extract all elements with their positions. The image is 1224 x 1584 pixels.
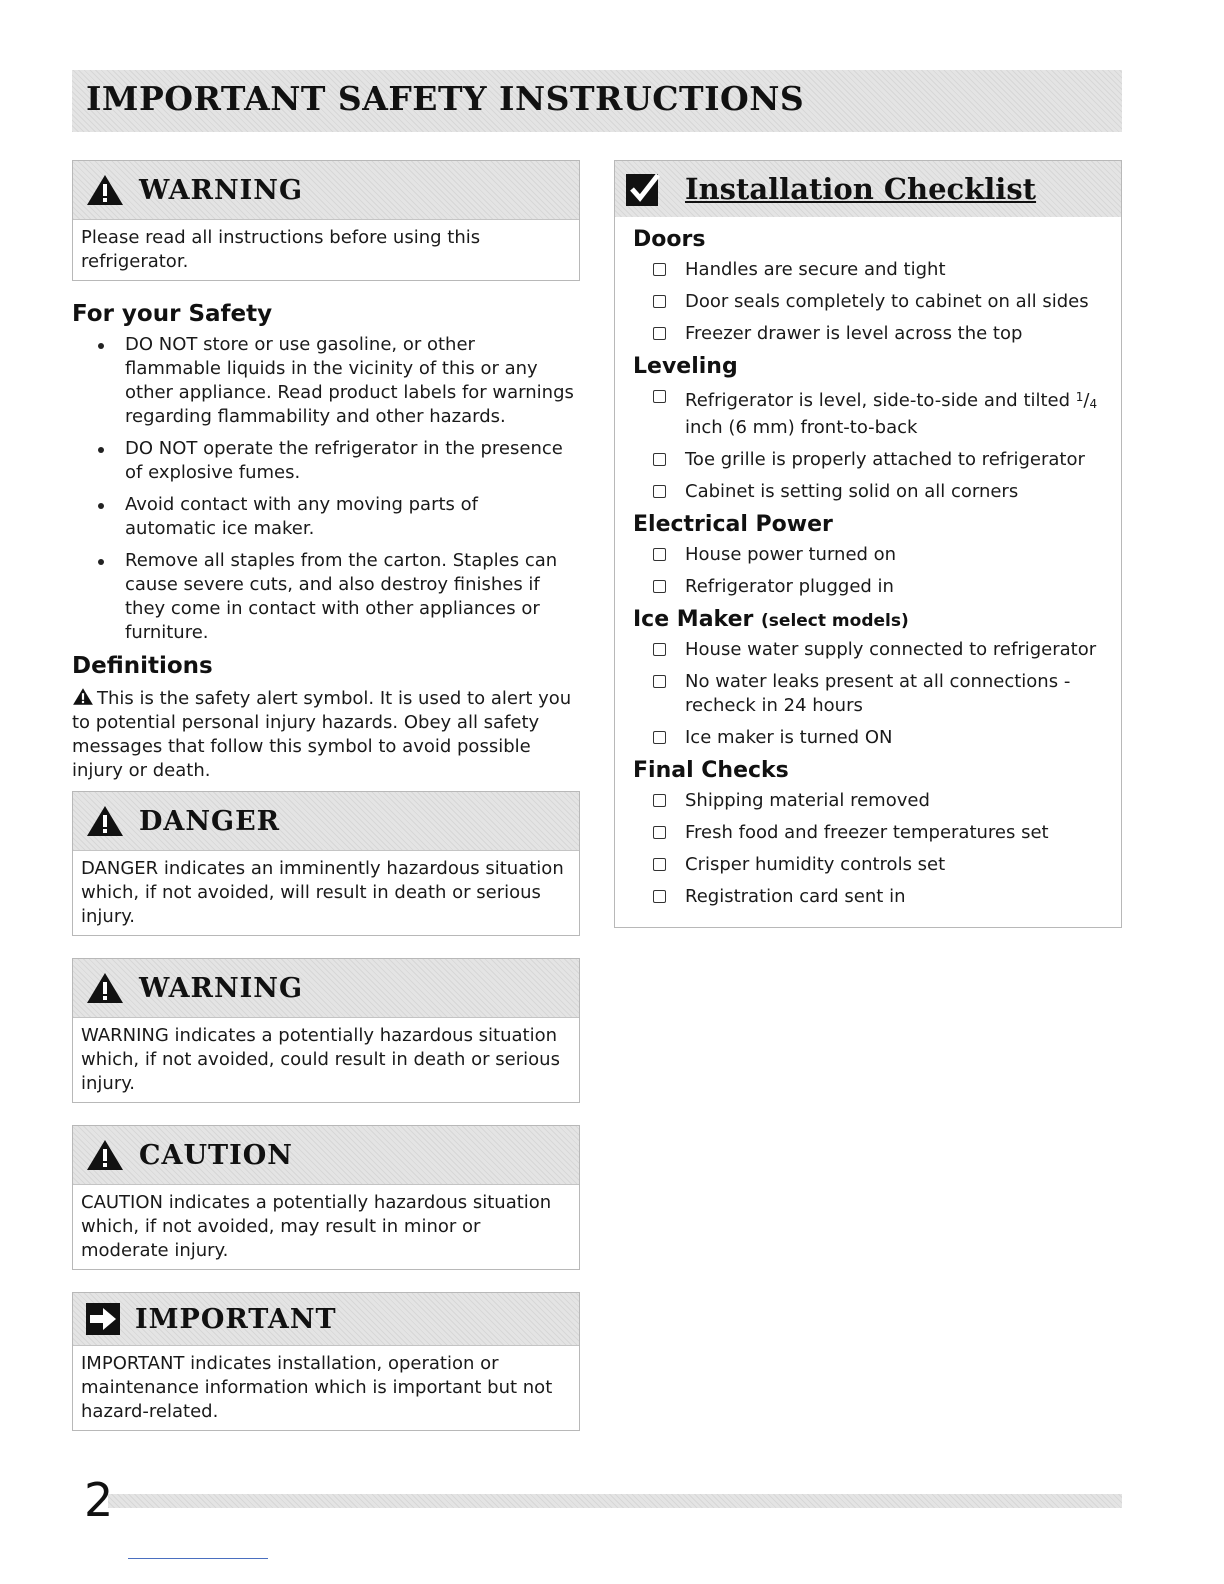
caution-header [73, 1126, 579, 1185]
checkbox-icon [653, 890, 666, 903]
danger-box [72, 791, 580, 936]
checklist-item: House power turned on [633, 543, 1111, 567]
checkbox-icon [653, 295, 666, 308]
warning-triangle-icon [85, 173, 125, 207]
safety-list [72, 333, 580, 645]
checklist-body [615, 217, 1121, 927]
list-item: Avoid contact with any moving parts of automatic ice maker. [72, 493, 580, 541]
checklist-group-doors [633, 227, 1111, 346]
warning-triangle-icon [85, 804, 125, 838]
warning-intro-box [72, 160, 580, 281]
checklist-item: Registration card sent in [633, 885, 1111, 909]
danger-header [73, 792, 579, 851]
bullet-icon [98, 503, 104, 509]
warning-box [72, 958, 580, 1103]
checklist-group-leveling [633, 354, 1111, 504]
page-title: IMPORTANT SAFETY INSTRUCTIONS [86, 79, 805, 118]
checklist-group-final-checks [633, 758, 1111, 909]
warning-triangle-icon [85, 1138, 125, 1172]
warning-triangle-icon [72, 687, 94, 706]
caution-box [72, 1125, 580, 1270]
page-number: 2 [84, 1473, 114, 1527]
checkbox-icon [653, 826, 666, 839]
left-column [72, 160, 580, 1453]
checked-box-icon [625, 171, 663, 207]
signal-text: IMPORTANT indicates installation, operation or maintenance information which is important but not hazard-related. [81, 1353, 553, 1422]
checklist-group-electrical [633, 512, 1111, 599]
group-heading: Doors [633, 227, 706, 252]
signal-word: CAUTION [139, 1139, 293, 1171]
signal-word: WARNING [139, 174, 304, 206]
right-column [614, 160, 1122, 928]
signal-word: DANGER [139, 805, 281, 837]
checkbox-icon [653, 390, 666, 403]
checklist-item: Crisper humidity controls set [633, 853, 1111, 877]
list-item: DO NOT store or use gasoline, or other flammable liquids in the vicinity of this or any other appliance. Read product labels for warnings regarding flammability and other hazards. [72, 333, 580, 429]
checklist-item: Handles are secure and tight [633, 258, 1111, 282]
group-heading: Electrical Power [633, 512, 833, 537]
checkbox-icon [653, 858, 666, 871]
list-item: Remove all staples from the carton. Staples can cause severe cuts, and also destroy finishes if they come in contact with other appliances or furniture. [72, 549, 580, 645]
signal-text: Please read all instructions before using this refrigerator. [81, 227, 481, 272]
title-banner [72, 70, 1122, 132]
group-heading: Ice Maker (select models) [633, 607, 909, 632]
definitions-text: This is the safety alert symbol. It is used to alert you to potential personal injury hazards. Obey all safety messages that follow this symbol to avoid possible injury or death. [72, 688, 572, 781]
checklist-title: Installation Checklist [685, 172, 1037, 206]
checklist-header [615, 161, 1121, 217]
checkbox-icon [653, 794, 666, 807]
group-heading: Final Checks [633, 758, 789, 783]
important-header [73, 1293, 579, 1346]
checklist-item: House water supply connected to refrigerator [633, 638, 1111, 662]
warning-header [73, 959, 579, 1018]
warning-intro-header [73, 161, 579, 220]
signal-text: DANGER indicates an imminently hazardous situation which, if not avoided, will result in death or serious injury. [81, 858, 564, 927]
group-heading: Leveling [633, 354, 738, 379]
checkbox-icon [653, 643, 666, 656]
list-item: DO NOT operate the refrigerator in the presence of explosive fumes. [72, 437, 580, 485]
section-heading-definitions: Definitions [72, 653, 213, 679]
checkbox-icon [653, 580, 666, 593]
checkbox-icon [653, 731, 666, 744]
signal-text: CAUTION indicates a potentially hazardous situation which, if not avoided, may result in minor or moderate injury. [81, 1192, 552, 1261]
footer-rule [108, 1494, 1122, 1508]
checklist-item: Cabinet is setting solid on all corners [633, 480, 1111, 504]
signal-word: IMPORTANT [135, 1303, 337, 1335]
footer-link-underline [128, 1558, 268, 1559]
warning-triangle-icon [85, 971, 125, 1005]
checklist-item: Freezer drawer is level across the top [633, 322, 1111, 346]
checklist-group-ice-maker [633, 607, 1111, 750]
checkbox-icon [653, 485, 666, 498]
important-box [72, 1292, 580, 1431]
checklist-item: Refrigerator is level, side-to-side and tilted $^1$/4 inch (6 mm) front-to-back [633, 385, 1111, 440]
checklist-item: Door seals completely to cabinet on all sides [633, 290, 1111, 314]
section-heading-safety: For your Safety [72, 301, 273, 327]
signal-text: WARNING indicates a potentially hazardous situation which, if not avoided, could result in death or serious injury. [81, 1025, 560, 1094]
bullet-icon [98, 559, 104, 565]
bullet-icon [98, 343, 104, 349]
installation-checklist [614, 160, 1122, 928]
checklist-item: No water leaks present at all connections - recheck in 24 hours [633, 670, 1111, 718]
checklist-item: Toe grille is properly attached to refrigerator [633, 448, 1111, 472]
checklist-item: Ice maker is turned ON [633, 726, 1111, 750]
bullet-icon [98, 447, 104, 453]
checkbox-icon [653, 548, 666, 561]
signal-word: WARNING [139, 972, 304, 1004]
checklist-item: Fresh food and freezer temperatures set [633, 821, 1111, 845]
checkbox-icon [653, 675, 666, 688]
arrow-right-box-icon [85, 1302, 121, 1336]
checkbox-icon [653, 327, 666, 340]
checkbox-icon [653, 263, 666, 276]
checkbox-icon [653, 453, 666, 466]
checklist-item: Refrigerator plugged in [633, 575, 1111, 599]
checklist-item: Shipping material removed [633, 789, 1111, 813]
